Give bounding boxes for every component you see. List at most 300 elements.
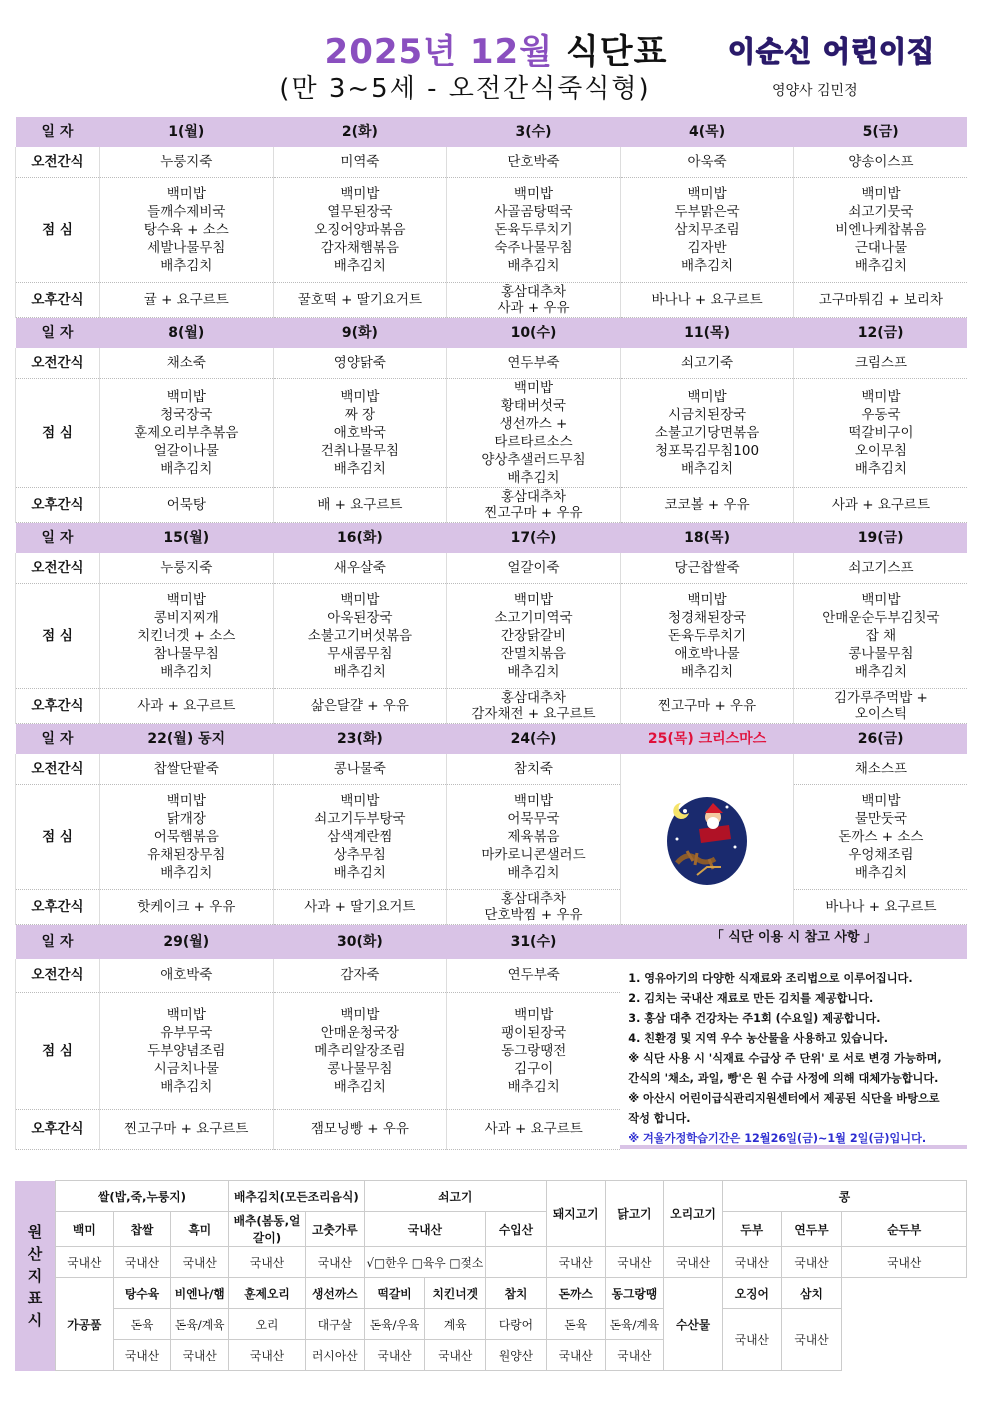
lunch-dish: 삼치무조림	[674, 222, 740, 238]
processed-ingredient: 돈육/계육	[605, 1309, 664, 1340]
pm-snack	[273, 1110, 447, 1149]
lunch-dish: 참나물무침	[153, 646, 219, 662]
day-date: 19(금)	[794, 523, 968, 554]
am-snack: 쇠고기죽	[620, 348, 794, 379]
duck-label: 오리고기	[664, 1181, 723, 1247]
lunch-dish: 배추김치	[333, 461, 386, 477]
origin-table	[15, 1180, 967, 1371]
pm-snack-line: 감자채전 + 요구르트	[471, 706, 596, 722]
lunch-dish: 메추리알장조림	[314, 1043, 406, 1060]
lunch-dish: 배추김치	[507, 1079, 560, 1096]
title-rest: 식단표	[565, 32, 668, 72]
lunch-dish: 배추김치	[333, 865, 386, 881]
lunch-dish: 배추김치	[507, 664, 560, 680]
bean-item: 연두부	[781, 1212, 842, 1247]
am-snack: 쇠고기스프	[794, 553, 968, 584]
lunch-dish: 백미밥	[861, 186, 901, 202]
note-line: ※ 겨울가정학습기간은 12월26일(금)~1월 2일(금)입니다.	[628, 1132, 927, 1145]
pm-snack	[273, 689, 447, 724]
lunch-dish: 백미밥	[513, 186, 554, 202]
day-date: 23(화)	[273, 724, 447, 755]
processed-name: 떡갈비	[364, 1278, 425, 1309]
lunch-menu	[447, 785, 621, 890]
origin-value: 국내산	[229, 1247, 306, 1278]
lunch-dish: 백미밥	[513, 592, 554, 608]
processed-name: 생선까스	[305, 1278, 364, 1309]
pork-label: 돼지고기	[546, 1181, 605, 1247]
lunch-dish: 백미밥	[340, 389, 380, 405]
day-label: 일 자	[16, 523, 100, 554]
lunch-dish: 건취나물무침	[320, 443, 400, 459]
lunch-dish: 유부무국	[160, 1025, 213, 1042]
lunch-menu	[273, 584, 447, 689]
lunch-label: 점 심	[16, 584, 100, 689]
lunch-dish: 소불고기버섯볶음	[307, 628, 413, 644]
lunch-dish: 배추김치	[160, 865, 213, 881]
pm-snack-line: 꿀호떡 + 딸기요거트	[297, 292, 422, 308]
am-snack: 채소죽	[100, 348, 274, 379]
pm-snack-label: 오후간식	[16, 283, 100, 318]
lunch-dish: 양상추샐러드무침	[481, 452, 586, 468]
lunch-dish: 배추김치	[680, 258, 734, 274]
lunch-dish: 안매운순두부김칫국	[822, 610, 940, 626]
beef-item: 수입산	[486, 1212, 547, 1247]
am-snack-label: 오전간식	[16, 754, 100, 785]
lunch-dish: 백미밥	[861, 389, 901, 405]
lunch-dish: 백미밥	[340, 1007, 380, 1024]
lunch-dish: 백미밥	[687, 592, 727, 608]
lunch-dish: 감자채햄볶음	[320, 240, 400, 256]
pm-snack-line: 찐고구마 + 우유	[484, 505, 583, 521]
lunch-dish: 백미밥	[513, 380, 554, 396]
lunch-dish: 백미밥	[687, 389, 727, 405]
pm-snack	[794, 283, 968, 318]
lunch-dish: 돈육두루치기	[667, 628, 747, 644]
note-line: 1. 영유아기의 다양한 식재료와 조리법으로 이루어집니다.	[628, 972, 913, 985]
processed-ingredient: 돈육/우육	[364, 1309, 425, 1340]
pm-snack-label: 오후간식	[16, 890, 100, 925]
processed-name: 동그랑땡	[605, 1278, 664, 1309]
pm-snack	[100, 1110, 274, 1149]
lunch-dish: 타르타르소스	[494, 434, 573, 450]
processed-name: 훈제오리	[229, 1278, 306, 1309]
note-line: ※ 아산시 어린이급식관리지원센터에서 제공된 식단을 바탕으로	[628, 1092, 940, 1105]
lunch-dish: 백미밥	[340, 793, 380, 809]
lunch-menu	[794, 785, 968, 890]
am-snack: 아욱죽	[620, 147, 794, 178]
lunch-dish: 두부양념조림	[147, 1043, 226, 1060]
lunch-dish: 어묵무국	[507, 811, 560, 827]
pm-snack	[100, 689, 274, 724]
origin-value: 국내산	[113, 1247, 171, 1278]
lunch-dish: 잔멸치볶음	[500, 646, 567, 662]
lunch-dish: 유채된장무침	[147, 847, 226, 863]
lunch-dish: 배추김치	[854, 461, 907, 477]
lunch-dish: 두부맑은국	[674, 204, 740, 220]
origin-value: 국내산	[842, 1247, 967, 1278]
origin-value: 국내산	[722, 1247, 781, 1278]
am-snack-label: 오전간식	[16, 348, 100, 379]
lunch-dish: 백미밥	[166, 793, 206, 809]
pm-snack	[794, 689, 968, 724]
am-snack: 채소스프	[794, 754, 968, 785]
origin-value: 국내산	[664, 1247, 723, 1278]
processed-ingredient: 대구살	[305, 1309, 364, 1340]
lunch-dish: 짜 장	[344, 407, 376, 423]
note-line: 3. 홍삼 대추 건강차는 주1회 (수요일) 제공합니다.	[628, 1012, 881, 1025]
lunch-menu	[447, 178, 621, 283]
lunch-dish: 돈까스 + 소스	[838, 829, 924, 845]
pm-snack	[620, 689, 794, 724]
lunch-dish: 삼색계란찜	[327, 829, 393, 845]
lunch-dish: 백미밥	[514, 1007, 554, 1024]
lunch-dish: 백미밥	[340, 186, 380, 202]
pm-snack-line: 사과 + 요구르트	[137, 698, 236, 714]
note-line: 4. 친환경 및 지역 우수 농산물을 사용하고 있습니다.	[628, 1032, 888, 1045]
seafood-origin: 국내산	[781, 1309, 842, 1371]
lunch-menu	[100, 993, 274, 1110]
lunch-dish: 배추김치	[160, 1079, 213, 1096]
processed-ingredient: 오리	[229, 1309, 306, 1340]
lunch-dish: 간장닭갈비	[500, 628, 567, 644]
lunch-dish: 백미밥	[513, 793, 554, 809]
processed-ingredient: 돈육/계육	[171, 1309, 229, 1340]
origin-value: √□한우 □육우 □젖소	[364, 1247, 485, 1278]
am-snack: 누룽지죽	[100, 553, 274, 584]
page-subtitle: (만 3~5세 - 오전간식죽식형)	[279, 74, 651, 104]
day-date: 2(화)	[273, 117, 447, 147]
pm-snack-line: 어묵탕	[166, 497, 206, 513]
day-date: 22(월) 동지	[100, 724, 274, 755]
lunch-menu	[447, 584, 621, 689]
day-date: 3(수)	[447, 117, 621, 147]
pm-snack	[100, 283, 274, 318]
lunch-label: 점 심	[16, 379, 100, 488]
bean-group: 콩	[722, 1181, 966, 1212]
origin-value: 국내산	[605, 1247, 664, 1278]
christmas-santa-image	[620, 754, 794, 925]
pm-snack-line: 사과 + 우유	[497, 300, 570, 316]
processed-origin: 국내산	[171, 1340, 229, 1371]
day-date: 11(목)	[620, 318, 794, 349]
day-date: 15(월)	[100, 523, 274, 554]
beef-item: 국내산	[364, 1212, 485, 1247]
lunch-dish: 탕수육 + 소스	[143, 222, 229, 238]
pm-snack-line: 배 + 요구르트	[317, 497, 403, 513]
seafood-label: 수산물	[664, 1278, 723, 1371]
lunch-dish: 배추김치	[507, 258, 560, 274]
lunch-menu	[100, 178, 274, 283]
nutritionist-name: 영양사 김민정	[772, 83, 858, 99]
lunch-dish: 백미밥	[687, 186, 727, 202]
lunch-dish: 소불고기당면볶음	[654, 425, 760, 441]
lunch-dish: 안매운청국장	[320, 1025, 400, 1042]
pm-snack	[447, 1110, 621, 1149]
lunch-dish: 백미밥	[340, 592, 380, 608]
processed-name: 치킨너겟	[425, 1278, 486, 1309]
day-date: 30(화)	[273, 925, 447, 959]
day-date: 12(금)	[794, 318, 968, 349]
am-snack: 단호박죽	[447, 147, 621, 178]
am-snack: 당근찹쌀죽	[620, 553, 794, 584]
lunch-dish: 동그랑땡전	[501, 1043, 567, 1060]
lunch-dish: 세발나물무침	[147, 240, 226, 256]
lunch-dish: 잡 채	[865, 628, 897, 644]
bean-item: 순두부	[842, 1212, 967, 1247]
lunch-dish: 배추김치	[854, 865, 907, 881]
processed-origin: 국내산	[113, 1340, 171, 1371]
pm-snack-line: 삶은달걀 + 우유	[310, 698, 409, 714]
am-snack: 미역죽	[273, 147, 447, 178]
kimchi-item: 배추(봄동,얼갈이)	[229, 1212, 306, 1247]
pm-snack	[100, 890, 274, 925]
processed-name: 참치	[486, 1278, 547, 1309]
day-date: 5(금)	[794, 117, 968, 147]
origin-value: 국내산	[546, 1247, 605, 1278]
lunch-dish: 시금치나물	[153, 1061, 219, 1078]
processed-origin: 러시아산	[305, 1340, 364, 1371]
day-date: 29(월)	[100, 925, 274, 959]
am-snack-label: 오전간식	[16, 147, 100, 178]
lunch-menu	[273, 785, 447, 890]
am-snack: 크림스프	[794, 348, 968, 379]
lunch-dish: 숙주나물무침	[494, 240, 573, 256]
lunch-dish: 상추무침	[333, 847, 386, 863]
pm-snack-line: 김가루주먹밥 +	[833, 690, 928, 706]
lunch-menu	[273, 379, 447, 488]
lunch-dish: 배추김치	[854, 258, 907, 274]
origin-side-label	[15, 1181, 55, 1371]
day-date: 31(수)	[447, 925, 621, 959]
lunch-menu	[100, 584, 274, 689]
day-date: 16(화)	[273, 523, 447, 554]
lunch-dish: 배추김치	[333, 1079, 386, 1096]
note-line: ※ 식단 사용 시 '식재료 수급상 주 단위' 로 서로 변경 가능하며,	[628, 1052, 942, 1065]
lunch-dish: 사골곰탕떡국	[494, 204, 573, 220]
lunch-label: 점 심	[16, 178, 100, 283]
lunch-menu	[273, 993, 447, 1110]
lunch-dish: 김자반	[687, 240, 727, 256]
lunch-menu	[100, 785, 274, 890]
lunch-dish: 쇠고기뭇국	[848, 204, 914, 220]
processed-origin: 국내산	[546, 1340, 605, 1371]
pm-snack-line: 홍삼대추차	[500, 690, 567, 706]
origin-value: 국내산	[781, 1247, 842, 1278]
pm-snack-label: 오후간식	[16, 689, 100, 724]
lunch-label: 점 심	[16, 785, 100, 890]
lunch-menu	[100, 379, 274, 488]
lunch-dish: 배추김치	[680, 664, 734, 680]
pm-snack	[794, 488, 968, 523]
lunch-menu	[447, 993, 621, 1110]
origin-value: 국내산	[305, 1247, 364, 1278]
processed-label: 가공품	[55, 1278, 113, 1371]
lunch-menu	[620, 379, 794, 488]
lunch-dish: 돈육두루치기	[494, 222, 573, 238]
lunch-dish: 배추김치	[507, 865, 560, 881]
pm-snack	[447, 488, 621, 523]
pm-snack	[447, 283, 621, 318]
notes-panel	[620, 925, 967, 1150]
day-label: 일 자	[16, 925, 100, 959]
lunch-dish: 콩비지찌개	[153, 610, 219, 626]
note-line: 간식의 '채소, 과일, 빵'은 원 수급 사정에 의해 대체가능합니다.	[628, 1072, 939, 1085]
lunch-dish: 배추김치	[333, 258, 386, 274]
lunch-dish: 우동국	[861, 407, 901, 423]
day-date: 1(월)	[100, 117, 274, 147]
title-year: 2025년	[324, 32, 458, 72]
notes-title: 「 식단 이용 시 참고 사항 」	[710, 930, 877, 945]
pm-snack-line: 고구마튀김 + 보리차	[818, 292, 944, 308]
origin-side-text: 원산지표시	[27, 1222, 43, 1329]
processed-origin: 국내산	[425, 1340, 486, 1371]
beef-group: 쇠고기	[364, 1181, 546, 1212]
processed-name: 돈까스	[546, 1278, 605, 1309]
lunch-dish: 청경채된장국	[667, 610, 747, 626]
lunch-dish: 치킨너겟 + 소스	[137, 628, 236, 644]
pm-snack-line: 귤 + 요구르트	[143, 292, 229, 308]
lunch-menu	[794, 379, 968, 488]
lunch-menu	[794, 178, 968, 283]
lunch-dish: 소고기미역국	[494, 610, 573, 626]
processed-ingredient: 다랑어	[486, 1309, 547, 1340]
lunch-dish: 제육볶음	[507, 829, 560, 845]
pm-snack	[273, 488, 447, 523]
lunch-dish: 생선까스 +	[499, 416, 568, 432]
lunch-dish: 백미밥	[861, 592, 901, 608]
day-label: 일 자	[16, 117, 100, 147]
daycare-logo: 이순신 어린이집	[728, 35, 936, 68]
lunch-dish: 어묵햄볶음	[153, 829, 219, 845]
seafood-name: 오징어	[722, 1278, 781, 1309]
day-date: 18(목)	[620, 523, 794, 554]
origin-value: 국내산	[55, 1247, 113, 1278]
day-date: 8(월)	[100, 318, 274, 349]
note-line: 2. 김치는 국내산 재료로 만든 김치를 제공합니다.	[628, 992, 874, 1005]
lunch-dish: 오징어양파볶음	[314, 222, 406, 238]
lunch-dish: 배추김치	[160, 258, 213, 274]
rice-item: 흑미	[171, 1212, 229, 1247]
lunch-dish: 애호박나물	[674, 646, 740, 662]
santa-sleigh-icon	[657, 789, 757, 889]
am-snack: 애호박죽	[100, 959, 274, 993]
pm-snack-line: 사과 + 요구르트	[831, 497, 930, 513]
pm-snack-line: 홍삼대추차	[500, 489, 567, 505]
bean-item: 두부	[722, 1212, 781, 1247]
lunch-dish: 시금치된장국	[667, 407, 747, 423]
origin-value	[486, 1247, 547, 1278]
menu-table	[15, 117, 967, 1150]
processed-name: 탕수육	[113, 1278, 171, 1309]
note-line: 작성 합니다.	[628, 1112, 691, 1125]
pm-snack-line: 찐고구마 + 요구르트	[124, 1121, 249, 1138]
am-snack-label: 오전간식	[16, 553, 100, 584]
lunch-dish: 백미밥	[166, 186, 206, 202]
pm-snack-line: 홍삼대추차	[500, 891, 567, 907]
lunch-label: 점 심	[16, 993, 100, 1110]
am-snack: 참치죽	[447, 754, 621, 785]
am-snack: 새우살죽	[273, 553, 447, 584]
rice-item: 백미	[55, 1212, 113, 1247]
lunch-dish: 아욱된장국	[327, 610, 393, 626]
pm-snack	[447, 689, 621, 724]
pm-snack	[447, 890, 621, 925]
lunch-dish: 콩나물무침	[327, 1061, 393, 1078]
kimchi-group: 배추김치(모든조리음식)	[229, 1181, 365, 1212]
day-date: 24(수)	[447, 724, 621, 755]
processed-ingredient: 돈육	[113, 1309, 171, 1340]
pm-snack-label: 오후간식	[16, 488, 100, 523]
lunch-dish: 청국장국	[160, 407, 213, 423]
lunch-dish: 팽이된장국	[501, 1025, 567, 1042]
lunch-dish: 얼갈이나물	[153, 443, 219, 459]
seafood-origin: 국내산	[722, 1309, 781, 1371]
am-snack: 찹쌀단팥죽	[100, 754, 274, 785]
lunch-dish: 떡갈비구이	[848, 425, 914, 441]
lunch-dish: 닭개장	[166, 811, 206, 827]
pm-snack-line: 핫케이크 + 우유	[137, 899, 236, 915]
lunch-dish: 애호박국	[333, 425, 386, 441]
am-snack: 콩나물죽	[273, 754, 447, 785]
lunch-menu	[620, 178, 794, 283]
chicken-label: 닭고기	[605, 1181, 664, 1247]
pm-snack-line: 바나나 + 요구르트	[651, 292, 763, 308]
lunch-dish: 무새콤무침	[327, 646, 393, 662]
pm-snack-line: 홍삼대추차	[500, 284, 567, 300]
am-snack: 영양닭죽	[273, 348, 447, 379]
pm-snack-line: 오이스틱	[854, 706, 907, 722]
lunch-dish: 배추김치	[854, 664, 907, 680]
lunch-menu	[447, 379, 621, 488]
day-label: 일 자	[16, 318, 100, 349]
pm-snack-line: 잼모닝빵 + 우유	[310, 1121, 409, 1138]
lunch-dish: 황태버섯국	[500, 398, 567, 414]
pm-snack	[620, 488, 794, 523]
lunch-dish: 김구이	[514, 1061, 554, 1078]
processed-origin: 국내산	[364, 1340, 425, 1371]
day-date: 25(목) 크리스마스	[620, 724, 794, 755]
processed-name: 비엔나/햄	[171, 1278, 229, 1309]
lunch-menu	[794, 584, 968, 689]
lunch-menu	[620, 584, 794, 689]
pm-snack-line: 바나나 + 요구르트	[825, 899, 937, 915]
day-date: 4(목)	[620, 117, 794, 147]
lunch-dish: 우엉채조림	[848, 847, 914, 863]
lunch-dish: 배추김치	[680, 461, 734, 477]
day-date: 17(수)	[447, 523, 621, 554]
rice-item: 찹쌀	[113, 1212, 171, 1247]
rice-group: 쌀(밥,죽,누룽지)	[55, 1181, 228, 1212]
lunch-dish: 배추김치	[160, 461, 213, 477]
processed-origin: 원양산	[486, 1340, 547, 1371]
day-date: 26(금)	[794, 724, 968, 755]
lunch-dish: 물만둣국	[854, 811, 907, 827]
lunch-dish: 열무된장국	[327, 204, 393, 220]
day-label: 일 자	[16, 724, 100, 755]
am-snack: 양송이스프	[794, 147, 968, 178]
seafood-name: 삼치	[781, 1278, 842, 1309]
lunch-dish: 청포묵김무침100	[655, 443, 760, 459]
lunch-dish: 콩나물무침	[848, 646, 914, 662]
lunch-dish: 배추김치	[333, 664, 386, 680]
am-snack-label: 오전간식	[16, 959, 100, 993]
lunch-menu	[273, 178, 447, 283]
day-date: 9(화)	[273, 318, 447, 349]
pm-snack-line: 단호박찜 + 우유	[484, 907, 583, 923]
pm-snack-line: 코코볼 + 우유	[664, 497, 750, 513]
title-month: 12월	[469, 32, 554, 72]
lunch-dish: 근대나물	[854, 240, 907, 256]
